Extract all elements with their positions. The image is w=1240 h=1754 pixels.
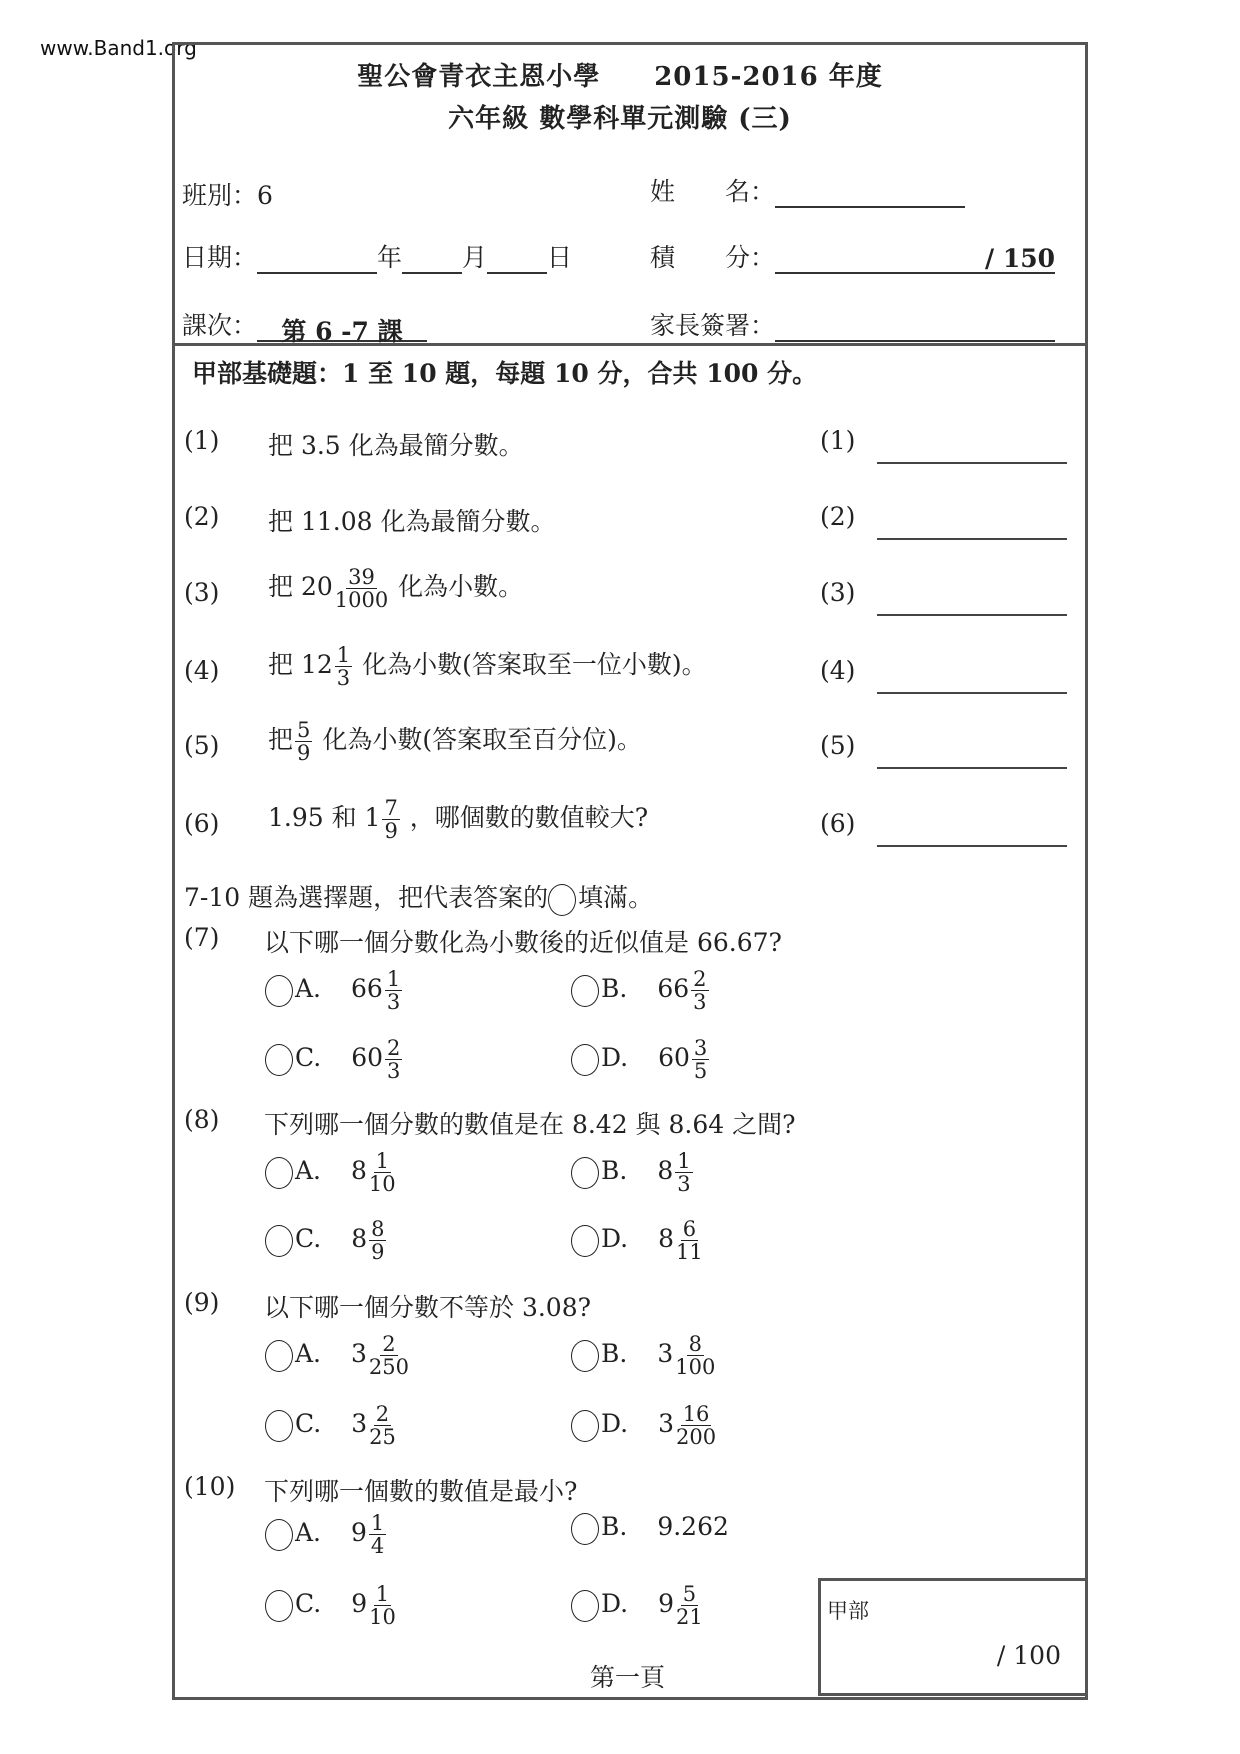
question-number: (7) — [184, 923, 220, 952]
question-text: 下列哪一個數的數值是最小? — [264, 1477, 578, 1506]
fraction: $\frac{7}{9}$ — [384, 796, 398, 844]
section-a-heading: 甲部基礎題：1 至 10 題，每題 10 分，合共 100 分。 — [192, 359, 818, 388]
page-frame — [172, 42, 1088, 1700]
question-text: 下列哪一個分數的數值是在 8.42 與 8.64 之間? — [264, 1110, 796, 1139]
question-text: 把 12 $\frac{1}{3}$ 化為小數(答案取至一位小數)。 — [268, 643, 707, 691]
option-b[interactable]: B. 8 $\frac{1}{3}$ — [571, 1150, 695, 1195]
answer-label: (2) — [820, 502, 856, 531]
question-number: (1) — [184, 426, 220, 455]
answer-line[interactable] — [877, 538, 1067, 540]
bubble-icon[interactable] — [571, 1225, 599, 1257]
bubble-icon[interactable] — [571, 1513, 599, 1545]
question-text: 1.95 和 1 $\frac{7}{9}$ ，哪個數的數值較大? — [268, 796, 649, 844]
question-number: (8) — [184, 1105, 220, 1134]
question-text: 把 11.08 化為最簡分數。 — [268, 507, 556, 536]
question-text: 把 20 $\frac{39}{1000}$ 化為小數。 — [268, 565, 524, 613]
score-field: 積 分： / 150 — [650, 243, 1056, 273]
question-text: 以下哪一個分數不等於 3.08? — [264, 1293, 592, 1322]
bubble-icon[interactable] — [265, 1590, 293, 1622]
bubble-icon[interactable] — [265, 1225, 293, 1257]
option-b[interactable]: B. 9.262 — [571, 1512, 729, 1545]
question-number: (10) — [184, 1472, 236, 1501]
question-number: (2) — [184, 502, 220, 531]
bubble-icon — [548, 884, 576, 916]
bubble-icon[interactable] — [571, 1410, 599, 1442]
lesson-field: 課次： 第 6 -7 課 — [182, 306, 427, 342]
bubble-icon[interactable] — [265, 975, 293, 1007]
fraction: $\frac{2}{250}$ — [368, 1332, 410, 1380]
parent-signature-field[interactable]: 家長簽署： — [650, 306, 1055, 342]
bubble-icon[interactable] — [571, 1340, 599, 1372]
answer-label: (4) — [820, 656, 856, 685]
bubble-icon[interactable] — [265, 1519, 293, 1551]
fraction: $\frac{1}{10}$ — [368, 1149, 396, 1197]
fraction: $\frac{1}{4}$ — [370, 1511, 385, 1559]
class-field: 班別：6 — [182, 181, 273, 210]
fraction: $\frac{2}{3}$ — [387, 1036, 401, 1084]
name-field[interactable]: 姓 名： — [650, 172, 965, 208]
bubble-icon[interactable] — [265, 1410, 293, 1442]
option-d[interactable]: D. 9 $\frac{5}{21}$ — [571, 1583, 705, 1628]
answer-line[interactable] — [877, 614, 1067, 616]
option-c[interactable]: C. 3 $\frac{2}{25}$ — [265, 1403, 398, 1448]
date-field[interactable]: 日期： 年 月 日 — [182, 243, 573, 272]
option-d[interactable]: D. 3 $\frac{16}{200}$ — [571, 1403, 718, 1448]
option-a[interactable]: A. 8 $\frac{1}{10}$ — [265, 1150, 398, 1195]
score-box-total: / 100 — [996, 1641, 1061, 1670]
option-c[interactable]: C. 60 $\frac{2}{3}$ — [265, 1037, 404, 1082]
bubble-icon[interactable] — [265, 1044, 293, 1076]
fraction: $\frac{8}{100}$ — [675, 1332, 716, 1380]
option-b[interactable]: B. 3 $\frac{8}{100}$ — [571, 1333, 717, 1378]
option-b[interactable]: B. 66 $\frac{2}{3}$ — [571, 968, 711, 1013]
option-d[interactable]: D. 60 $\frac{3}{5}$ — [571, 1037, 711, 1082]
question-number: (6) — [184, 809, 220, 838]
answer-line[interactable] — [877, 767, 1067, 769]
school-title: 聖公會青衣主恩小學 2015-2016 年度 — [357, 62, 883, 92]
question-number: (9) — [184, 1288, 220, 1317]
fraction: $\frac{16}{200}$ — [676, 1402, 717, 1450]
bubble-icon[interactable] — [571, 1157, 599, 1189]
bubble-icon[interactable] — [265, 1157, 293, 1189]
question-number: (4) — [184, 656, 220, 685]
answer-label: (1) — [820, 426, 856, 455]
option-c[interactable]: C. 9 $\frac{1}{10}$ — [265, 1583, 398, 1628]
fraction: $\frac{8}{9}$ — [371, 1217, 385, 1265]
question-number: (3) — [184, 578, 220, 607]
fraction: $\frac{5}{21}$ — [676, 1582, 703, 1630]
answer-line[interactable] — [877, 692, 1067, 694]
answer-label: (3) — [820, 578, 856, 607]
page-number: 第一頁 — [590, 1663, 666, 1692]
fraction: $\frac{2}{25}$ — [369, 1402, 396, 1450]
fraction: $\frac{5}{9}$ — [297, 718, 311, 766]
question-text: 以下哪一個分數化為小數後的近似值是 66.67? — [264, 928, 782, 957]
score-box-label: 甲部 — [827, 1599, 869, 1623]
fraction: $\frac{3}{5}$ — [693, 1036, 708, 1084]
bubble-icon[interactable] — [571, 1044, 599, 1076]
option-a[interactable]: A. 9 $\frac{1}{4}$ — [265, 1512, 388, 1557]
watermark: www.Band1.org — [40, 36, 197, 60]
bubble-icon[interactable] — [571, 1590, 599, 1622]
question-text: 把 3.5 化為最簡分數。 — [268, 431, 524, 460]
answer-line[interactable] — [877, 462, 1067, 464]
fraction: $\frac{2}{3}$ — [693, 967, 707, 1015]
exam-subtitle: 六年級 數學科單元測驗 (三) — [448, 104, 792, 134]
fraction: $\frac{6}{11}$ — [676, 1217, 703, 1265]
section-a-score-box — [818, 1578, 1088, 1696]
answer-line[interactable] — [877, 845, 1067, 847]
mc-instruction: 7-10 題為選擇題，把代表答案的 填滿。 — [184, 878, 653, 916]
fraction: $\frac{1}{3}$ — [386, 967, 401, 1015]
fraction: $\frac{1}{3}$ — [336, 643, 351, 691]
fraction: $\frac{39}{1000}$ — [334, 565, 389, 613]
option-c[interactable]: C. 8 $\frac{8}{9}$ — [265, 1218, 388, 1263]
bubble-icon[interactable] — [265, 1340, 293, 1372]
option-a[interactable]: A. 3 $\frac{2}{250}$ — [265, 1333, 411, 1378]
option-d[interactable]: D. 8 $\frac{6}{11}$ — [571, 1218, 705, 1263]
bubble-icon[interactable] — [571, 975, 599, 1007]
question-number: (5) — [184, 731, 220, 760]
answer-label: (6) — [820, 809, 856, 838]
fraction: $\frac{1}{3}$ — [677, 1149, 691, 1197]
fraction: $\frac{1}{10}$ — [369, 1582, 396, 1630]
option-a[interactable]: A. 66 $\frac{1}{3}$ — [265, 968, 404, 1013]
answer-label: (5) — [820, 731, 856, 760]
question-text: 把 $\frac{5}{9}$ 化為小數(答案取至百分位)。 — [268, 718, 642, 766]
